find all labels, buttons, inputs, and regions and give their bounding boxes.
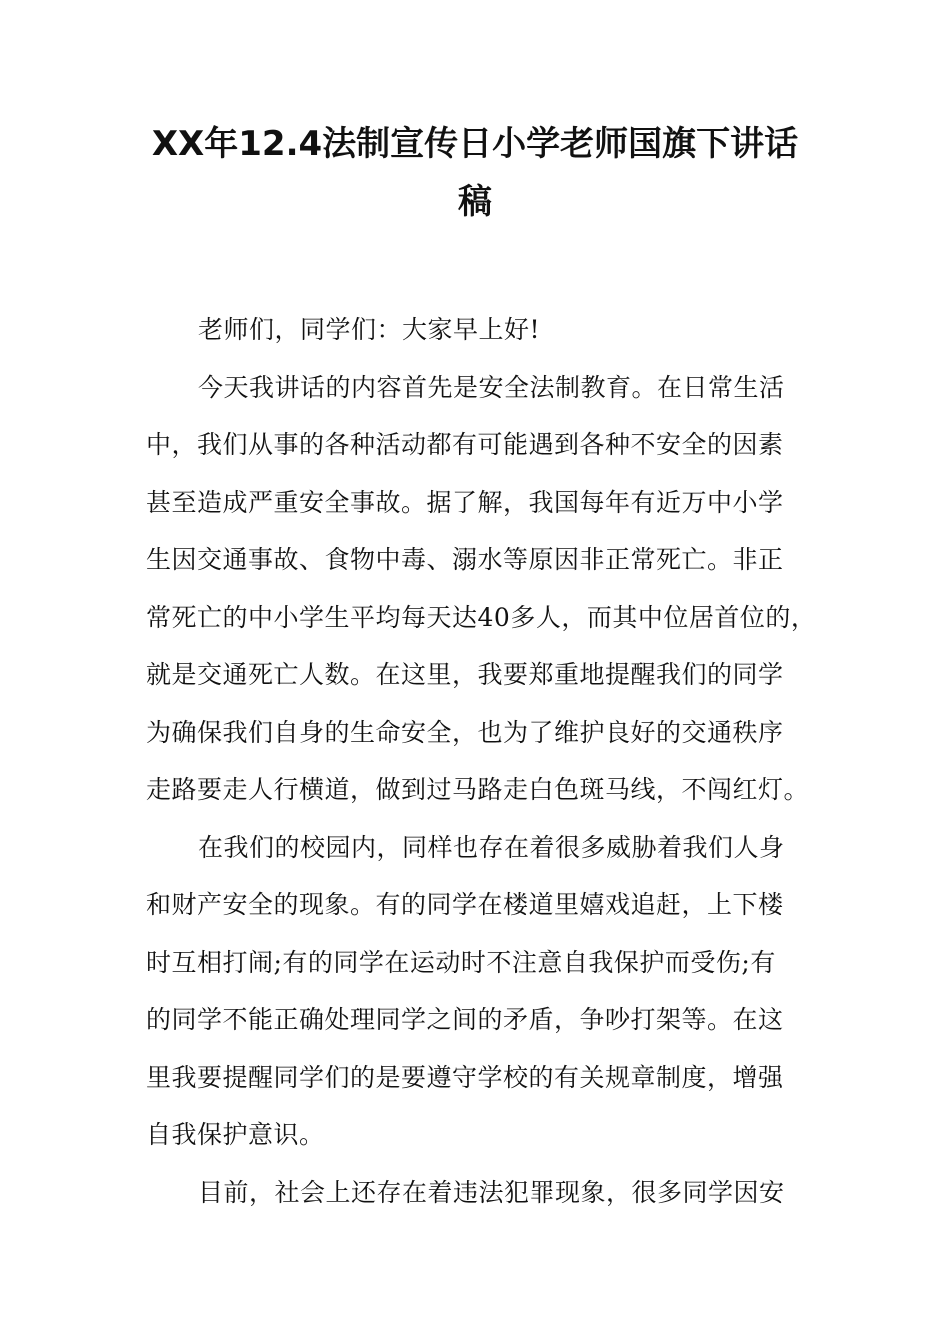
- greeting-line: 老师们，同学们：大家早上好!: [198, 315, 541, 344]
- paragraph-line: 目前，社会上还存在着违法犯罪现象，很多同学因安: [198, 1177, 785, 1207]
- paragraph-line: 就是交通死亡人数。在这里，我要郑重地提醒我们的同学: [146, 660, 784, 689]
- paragraph-line: 时互相打闹;有的同学在运动时不注意自我保护而受伤;有: [146, 947, 776, 977]
- document-body: [146, 301, 826, 1221]
- paragraph-line: 生因交通事故、食物中毒、溺水等原因非正常死亡。非正: [146, 545, 784, 574]
- paragraph-line: 自我保护意识。: [146, 1120, 325, 1149]
- paragraph-line: 和财产安全的现象。有的同学在楼道里嬉戏追赶，上下楼: [146, 890, 784, 919]
- paragraph-line: 里我要提醒同学们的是要遵守学校的有关规章制度，增强: [146, 1062, 784, 1092]
- document-title-line-1: XX年12.4法制宣传日小学老师国旗下讲话: [151, 124, 799, 164]
- paragraph-line: 中，我们从事的各种活动都有可能遇到各种不安全的因素: [146, 430, 784, 459]
- paragraph-line: 甚至造成严重安全事故。据了解，我国每年有近万中小学: [146, 487, 784, 517]
- paragraph-line: 走路要走人行横道，做到过马路走白色斑马线，不闯红灯。: [146, 775, 810, 804]
- paragraph-line: 为确保我们自身的生命安全，也为了维护良好的交通秩序: [146, 717, 784, 747]
- document-title-line-2: 稿: [458, 182, 492, 222]
- paragraph-line: 的同学不能正确处理同学之间的矛盾，争吵打架等。在这: [146, 1005, 784, 1034]
- paragraph-line: 常死亡的中小学生平均每天达40多人，而其中位居首位的，: [146, 602, 817, 632]
- paragraph-line: 在我们的校园内，同样也存在着很多威胁着我们人身: [198, 832, 785, 862]
- paragraph-line: 今天我讲话的内容首先是安全法制教育。在日常生活: [198, 372, 785, 402]
